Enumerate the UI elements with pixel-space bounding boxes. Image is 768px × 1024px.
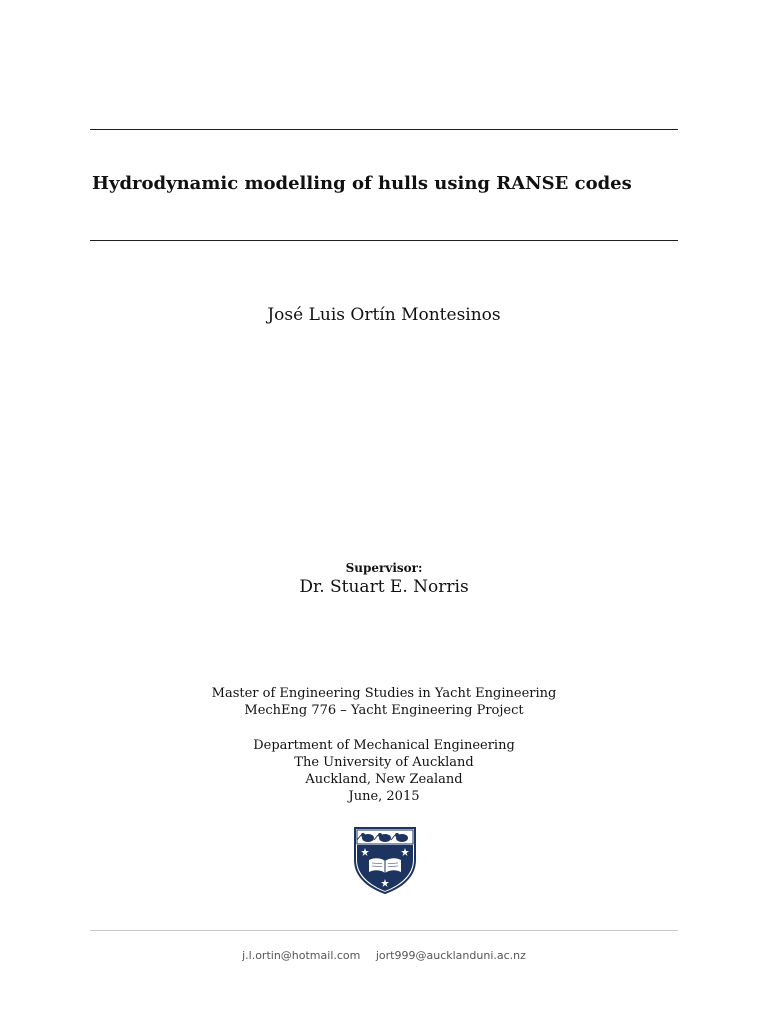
contact-emails [0,949,768,962]
title-rule [90,240,678,241]
university-name: The University of Auckland [294,755,474,770]
footer-rule [90,930,678,931]
supervisor-label: Supervisor: [345,561,423,575]
university-location: Auckland, New Zealand [305,772,463,787]
author-name: José Luis Ortín Montesinos [267,305,501,325]
university-crest-icon [353,826,417,894]
institution-block [0,737,768,805]
supervisor-name: Dr. Stuart E. Norris [299,577,469,597]
contact-email-secondary[interactable]: jort999@aucklanduni.ac.nz [375,949,526,962]
degree-programme: Master of Engineering Studies in Yacht Engineering [211,686,557,701]
degree-block [0,685,768,719]
contact-email-primary[interactable]: j.l.ortin@hotmail.com [242,949,361,962]
top-rule [90,129,678,130]
document-title: Hydrodynamic modelling of hulls using RANSE codes [92,173,632,194]
degree-course: MechEng 776 – Yacht Engineering Project [244,703,524,718]
submission-date: June, 2015 [348,789,420,804]
department-name: Department of Mechanical Engineering [253,738,515,753]
